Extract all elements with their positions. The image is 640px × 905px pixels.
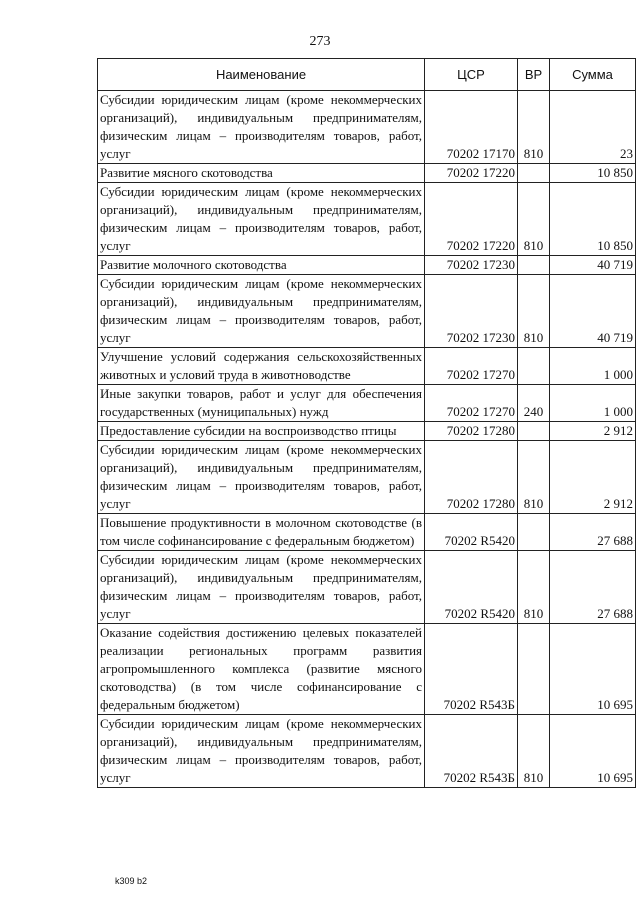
table-row <box>98 275 636 348</box>
budget-table <box>97 58 636 788</box>
cell-vr <box>518 422 550 441</box>
cell-sum: 2 912 <box>550 422 636 441</box>
table-row <box>98 91 636 164</box>
cell-sum: 10 695 <box>550 624 636 715</box>
cell-sum: 2 912 <box>550 441 636 514</box>
cell-name: Субсидии юридическим лицам (кроме некоммерческих организаций), индивидуальным предпринимателям, физическим лицам – производителям товаров, работ, услуг <box>98 441 425 514</box>
header-csr: ЦСР <box>425 59 518 91</box>
cell-name: Субсидии юридическим лицам (кроме некоммерческих организаций), индивидуальным предпринимателям, физическим лицам – производителям товаров, работ, услуг <box>98 551 425 624</box>
cell-csr: 70202 R543Б <box>425 715 518 788</box>
cell-csr: 70202 17280 <box>425 422 518 441</box>
cell-vr: 240 <box>518 385 550 422</box>
cell-name: Оказание содействия достижению целевых показателей реализации региональных программ развития агропромышленного комплекса (развитие мясного скотоводства) (в том числе софинансирование с федеральным бюджетом) <box>98 624 425 715</box>
cell-csr: 70202 R5420 <box>425 551 518 624</box>
cell-csr: 70202 17280 <box>425 441 518 514</box>
cell-name: Развитие молочного скотоводства <box>98 256 425 275</box>
cell-vr: 810 <box>518 715 550 788</box>
cell-vr <box>518 348 550 385</box>
cell-sum: 10 850 <box>550 164 636 183</box>
table-row <box>98 183 636 256</box>
cell-vr <box>518 514 550 551</box>
table-row <box>98 551 636 624</box>
cell-name: Развитие мясного скотоводства <box>98 164 425 183</box>
cell-csr: 70202 R5420 <box>425 514 518 551</box>
cell-sum: 40 719 <box>550 256 636 275</box>
cell-sum: 10 850 <box>550 183 636 256</box>
cell-sum: 40 719 <box>550 275 636 348</box>
cell-vr: 810 <box>518 551 550 624</box>
table-row <box>98 624 636 715</box>
cell-csr: 70202 17270 <box>425 385 518 422</box>
cell-sum: 27 688 <box>550 551 636 624</box>
header-sum: Сумма <box>550 59 636 91</box>
cell-csr: 70202 17170 <box>425 91 518 164</box>
cell-vr <box>518 164 550 183</box>
cell-sum: 27 688 <box>550 514 636 551</box>
cell-sum: 1 000 <box>550 385 636 422</box>
footer-code: k309 b2 <box>115 876 148 886</box>
cell-sum: 10 695 <box>550 715 636 788</box>
header-vr: ВР <box>518 59 550 91</box>
page-number: 273 <box>309 34 331 49</box>
table-row <box>98 422 636 441</box>
table-row <box>98 385 636 422</box>
cell-name: Иные закупки товаров, работ и услуг для обеспечения государственных (муниципальных) нужд <box>98 385 425 422</box>
cell-name: Субсидии юридическим лицам (кроме некоммерческих организаций), индивидуальным предпринимателям, физическим лицам – производителям товаров, работ, услуг <box>98 275 425 348</box>
table-row <box>98 715 636 788</box>
table-row <box>98 514 636 551</box>
table-row <box>98 256 636 275</box>
cell-name: Субсидии юридическим лицам (кроме некоммерческих организаций), индивидуальным предпринимателям, физическим лицам – производителям товаров, работ, услуг <box>98 183 425 256</box>
cell-csr: 70202 17230 <box>425 256 518 275</box>
cell-name: Предоставление субсидии на воспроизводство птицы <box>98 422 425 441</box>
cell-vr <box>518 624 550 715</box>
table-row <box>98 348 636 385</box>
cell-sum: 1 000 <box>550 348 636 385</box>
cell-csr: 70202 17230 <box>425 275 518 348</box>
cell-csr: 70202 17220 <box>425 183 518 256</box>
cell-vr: 810 <box>518 275 550 348</box>
table-header-row <box>98 59 636 91</box>
cell-name: Субсидии юридическим лицам (кроме некоммерческих организаций), индивидуальным предпринимателям, физическим лицам – производителям товаров, работ, услуг <box>98 91 425 164</box>
cell-vr: 810 <box>518 183 550 256</box>
header-name: Наименование <box>98 59 425 91</box>
cell-sum: 23 <box>550 91 636 164</box>
cell-name: Улучшение условий содержания сельскохозяйственных животных и условий труда в животноводстве <box>98 348 425 385</box>
cell-csr: 70202 17220 <box>425 164 518 183</box>
cell-name: Субсидии юридическим лицам (кроме некоммерческих организаций), индивидуальным предпринимателям, физическим лицам – производителям товаров, работ, услуг <box>98 715 425 788</box>
table-row <box>98 164 636 183</box>
table-row <box>98 441 636 514</box>
cell-csr: 70202 R543Б <box>425 624 518 715</box>
cell-vr: 810 <box>518 441 550 514</box>
cell-name: Повышение продуктивности в молочном скотоводстве (в том числе софинансирование с федеральным бюджетом) <box>98 514 425 551</box>
cell-vr <box>518 256 550 275</box>
cell-csr: 70202 17270 <box>425 348 518 385</box>
cell-vr: 810 <box>518 91 550 164</box>
